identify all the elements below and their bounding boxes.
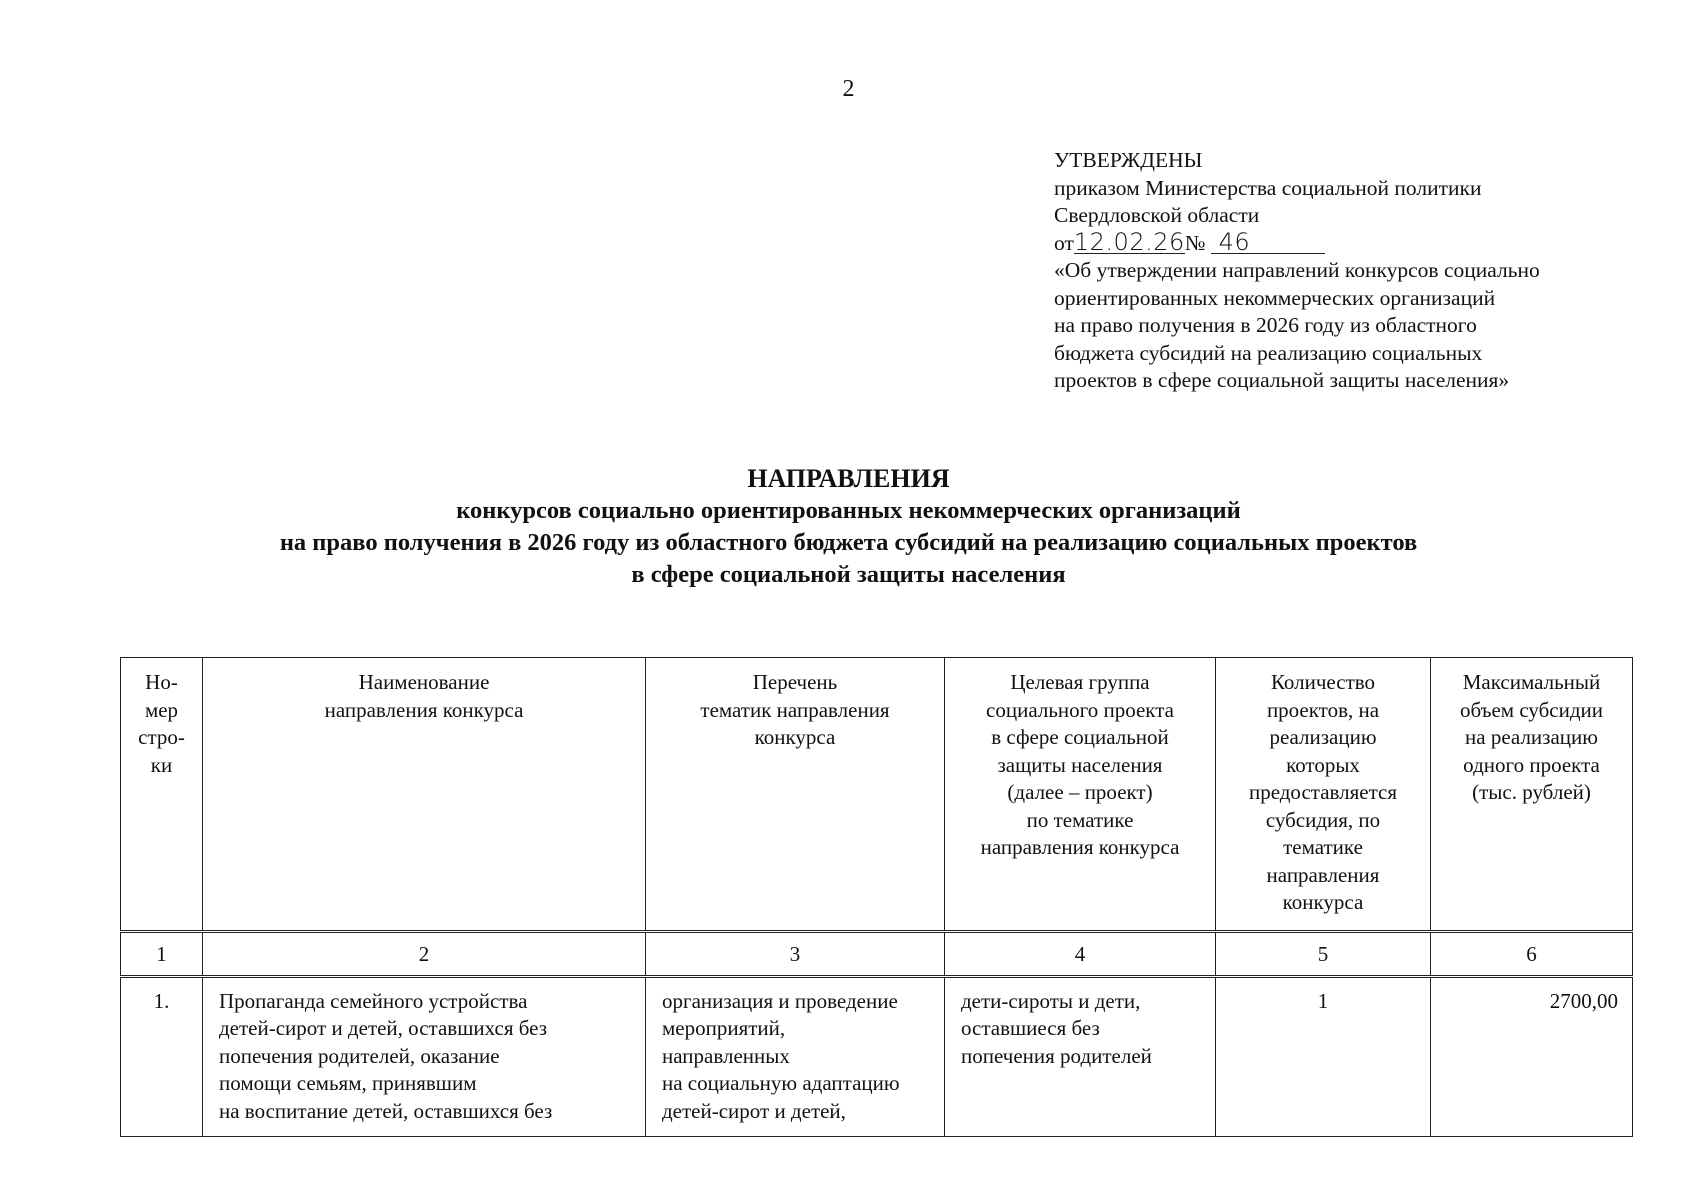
header-cell (121, 658, 203, 932)
text-line: направленных (662, 1043, 790, 1068)
header-cell (203, 658, 646, 932)
column-number: 6 (1431, 932, 1633, 977)
document-title (0, 463, 1697, 591)
text-line: мероприятий, (662, 1016, 786, 1040)
title-line: на право получения в 2026 году из областного бюджета субсидий на реализацию социальных проектов (279, 529, 1418, 556)
column-number: 5 (1216, 932, 1431, 977)
text-line: субсидия, по (1265, 807, 1381, 832)
text-line: Целевая группа (1010, 670, 1150, 694)
row-number: 1. (121, 976, 203, 1137)
column-number: 2 (203, 932, 646, 977)
text-line: по тематике (1026, 807, 1134, 832)
max-subsidy-cell: 2700,00 (1431, 976, 1633, 1137)
approval-quote-line: «Об утверждении направлений конкурсов социально (1054, 258, 1540, 282)
text-line: Но- (145, 670, 178, 694)
approval-stamp (1054, 147, 1540, 395)
text-line: Перечень (752, 670, 838, 694)
text-line: на воспитание детей, оставшихся без (219, 1098, 553, 1123)
text-line: оставшиеся без (961, 1016, 1100, 1040)
text-line: проектов, на (1266, 697, 1380, 722)
text-line: направления (1266, 862, 1380, 887)
text-line: направления конкурса (324, 697, 524, 722)
text-line: (тыс. рублей) (1472, 780, 1591, 804)
direction-name-cell (203, 976, 646, 1137)
column-number: 3 (646, 932, 945, 977)
table-header-row (121, 658, 1633, 932)
text-line: Пропаганда семейного устройства (219, 988, 528, 1013)
text-line: Максимальный (1462, 670, 1601, 694)
header-cell (1431, 658, 1633, 932)
header-cell (1216, 658, 1431, 932)
text-line: которых (1286, 752, 1360, 777)
text-line: направления конкурса (980, 835, 1180, 859)
text-line: ки (150, 752, 173, 777)
column-number: 1 (121, 932, 203, 977)
header-cell (945, 658, 1216, 932)
text-line: помощи семьям, принявшим (219, 1071, 477, 1095)
text-line: детей-сирот и детей, (662, 1098, 846, 1123)
text-line: организация и проведение (662, 988, 898, 1013)
title-line: конкурсов социально ориентированных некоммерческих организаций (456, 497, 1241, 524)
title-main: НАПРАВЛЕНИЯ (747, 464, 950, 493)
text-line: предоставляется (1248, 780, 1398, 804)
approval-date-row (1054, 227, 1540, 258)
text-line: на реализацию (1465, 725, 1598, 749)
text-line: Наименование (358, 670, 490, 694)
text-line: реализацию (1269, 725, 1377, 749)
text-line: попечения родителей, оказание (219, 1043, 500, 1068)
title-line: в сфере социальной защиты населения (631, 561, 1066, 588)
handwritten-date: 12.02.26 (1073, 227, 1185, 256)
directions-table (120, 657, 1633, 1137)
number-prefix: № (1184, 230, 1206, 255)
text-line: попечения родителей (961, 1043, 1152, 1068)
table-row (121, 976, 1633, 1137)
handwritten-number: 46 (1211, 231, 1325, 254)
approval-quote-line: на право получения в 2026 году из областного (1054, 313, 1477, 337)
text-line: Количество (1270, 670, 1376, 694)
header-cell (646, 658, 945, 932)
text-line: (далее – проект) (1007, 780, 1153, 804)
approval-quote-line: ориентированных некоммерческих организаций (1054, 285, 1496, 310)
text-line: мер (144, 697, 179, 722)
text-line: защиты населения (997, 752, 1163, 777)
approval-quote-line: проектов в сфере социальной защиты населения» (1054, 368, 1510, 392)
text-line: конкурса (754, 725, 836, 749)
text-line: на социальную адаптацию (662, 1071, 900, 1095)
column-number-row (121, 932, 1633, 977)
text-line: социального проекта (986, 697, 1174, 722)
text-line: в сфере социальной (991, 725, 1169, 749)
topics-cell (646, 976, 945, 1137)
text-line: дети-сироты и дети, (961, 988, 1141, 1013)
page-number: 2 (842, 76, 855, 102)
approval-heading: УТВЕРЖДЕНЫ (1054, 148, 1203, 172)
text-line: объем субсидии (1459, 697, 1604, 722)
date-prefix: от (1054, 230, 1074, 255)
text-line: тематике (1283, 835, 1363, 859)
approval-line: Свердловской области (1054, 203, 1260, 227)
approval-quote-line: бюджета субсидий на реализацию социальных (1054, 340, 1483, 365)
column-number: 4 (945, 932, 1216, 977)
target-group-cell (945, 976, 1216, 1137)
text-line: конкурса (1282, 890, 1364, 914)
projects-count-cell: 1 (1216, 976, 1431, 1137)
text-line: детей-сирот и детей, оставшихся без (219, 1016, 548, 1040)
text-line: стро- (138, 725, 185, 749)
text-line: тематик направления (700, 697, 890, 722)
approval-line: приказом Министерства социальной политики (1054, 175, 1482, 200)
text-line: одного проекта (1463, 752, 1600, 777)
